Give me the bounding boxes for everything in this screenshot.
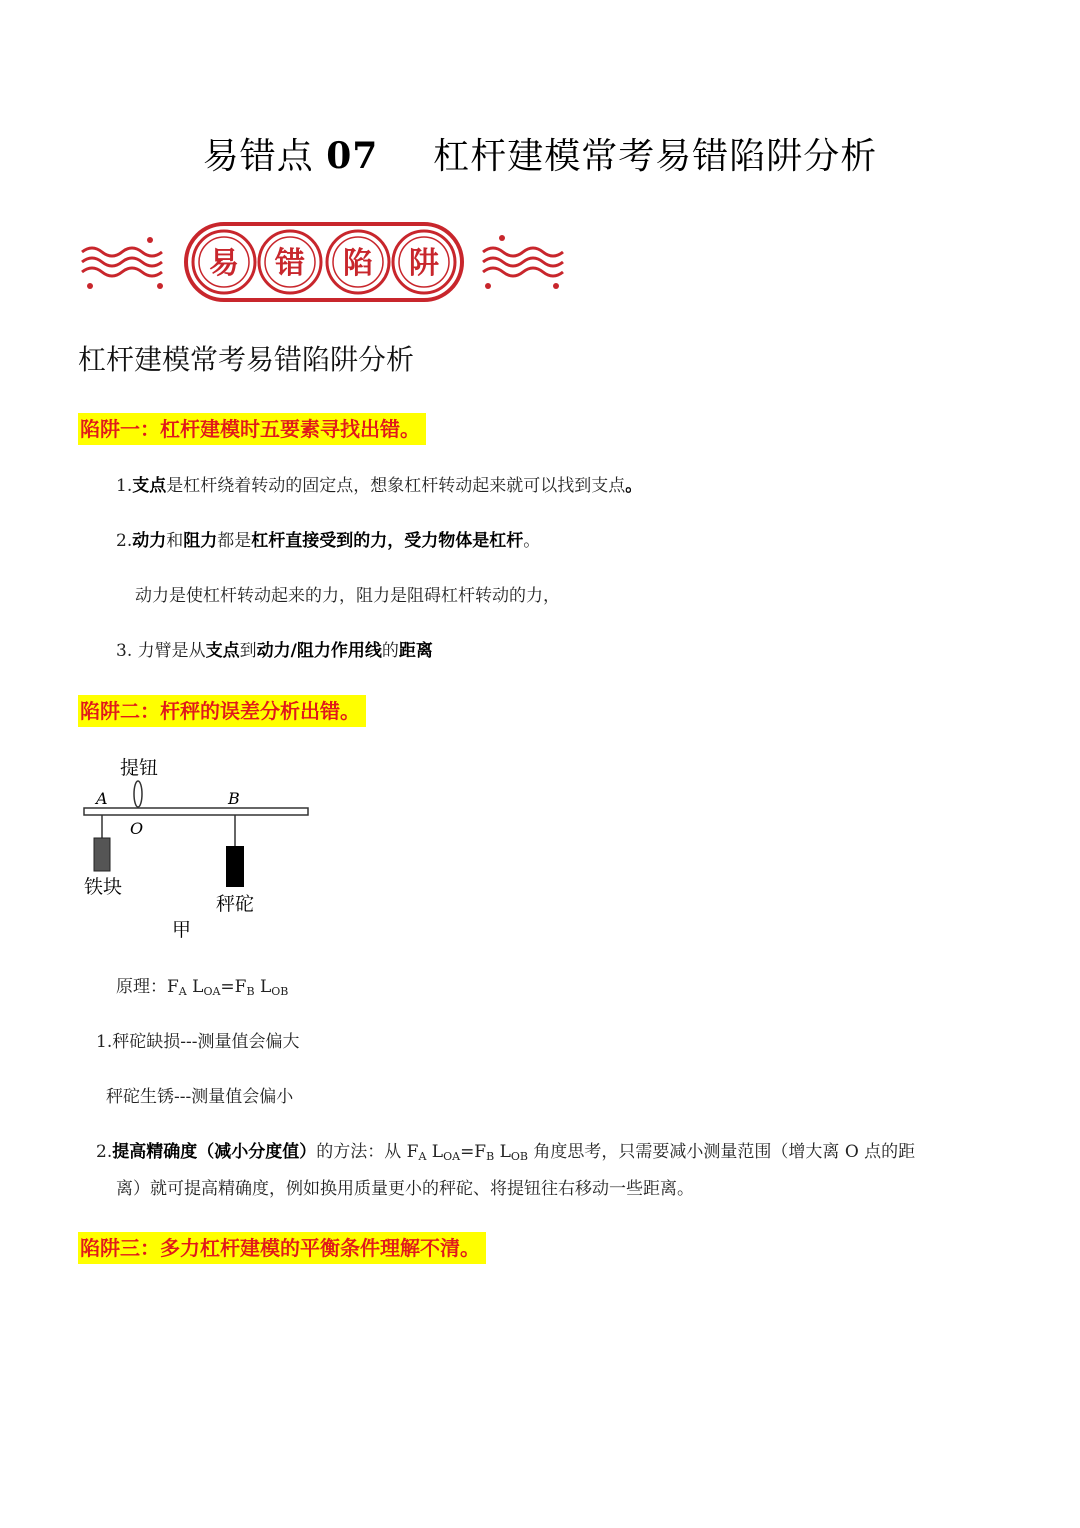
left-wave-decoration [82, 248, 162, 276]
label-a: A [96, 789, 108, 808]
steelyard-diagram [78, 750, 328, 950]
banner-char-1: 易 [209, 246, 239, 281]
trap2-item2-line2: 离）就可提高精确度，例如换用质量更小的秤砣、将提钮往右移动一些距离。 [116, 1179, 694, 1199]
counterweight [226, 846, 244, 887]
label-knob: 提钮 [120, 757, 159, 779]
trap3-heading: 陷阱三：多力杠杆建模的平衡条件理解不清。 [78, 1232, 486, 1264]
trap1-item2-note: 动力是使杠杆转动起来的力，阻力是阻碍杠杆转动的力， [135, 586, 560, 606]
section-title: 杠杆建模常考易错陷阱分析 [78, 343, 415, 376]
iron-block [94, 838, 110, 871]
label-b: B [228, 789, 240, 808]
banner-char-3: 陷 [343, 246, 373, 281]
knob-shape [134, 781, 142, 807]
title-number: 07 [326, 135, 379, 177]
trap2-item2: 2.提高精确度（减小分度值）的方法：从 $F_A$ $L_{OA}=F_B$ $L_{OB}$ 角度思考，只需要减小测量范围（增大离 O 点的距 [96, 1142, 916, 1163]
trap1-item1: 1.支点是杠杆绕着转动的固定点，想象杠杆转动起来就可以找到支点。 [116, 476, 643, 496]
trap2-item1b: 秤砣生锈---测量值会偏小 [106, 1087, 294, 1107]
trap1-heading: 陷阱一：杠杆建模时五要素寻找出错。 [78, 413, 426, 445]
label-iron: 铁块 [84, 876, 123, 898]
principle-line: 原理：$F_A$ $L_{OA}=F_B$ $L_{OB}$ [116, 977, 289, 998]
title-main: 杠杆建模常考易错陷阱分析 [433, 136, 878, 177]
banner-char-4: 阱 [409, 246, 439, 281]
right-wave-decoration [483, 248, 563, 276]
label-weight: 秤砣 [216, 893, 255, 915]
trap2-heading: 陷阱二：杆秤的误差分析出错。 [78, 695, 366, 727]
title-prefix: 易错点 [202, 136, 314, 177]
document-title [0, 128, 1080, 179]
diagram-caption: 甲 [172, 919, 192, 941]
trap1-item3: 3. 力臂是从支点到动力/阻力作用线的距离 [116, 641, 433, 661]
trap2-item1: 1.秤砣缺损---测量值会偏大 [96, 1032, 300, 1052]
trap-banner [78, 218, 578, 308]
lever-bar [84, 808, 308, 815]
banner-char-2: 错 [275, 246, 305, 281]
trap1-item2: 2.动力和阻力都是杠杆直接受到的力，受力物体是杠杆。 [116, 531, 541, 551]
label-o: O [130, 819, 144, 838]
